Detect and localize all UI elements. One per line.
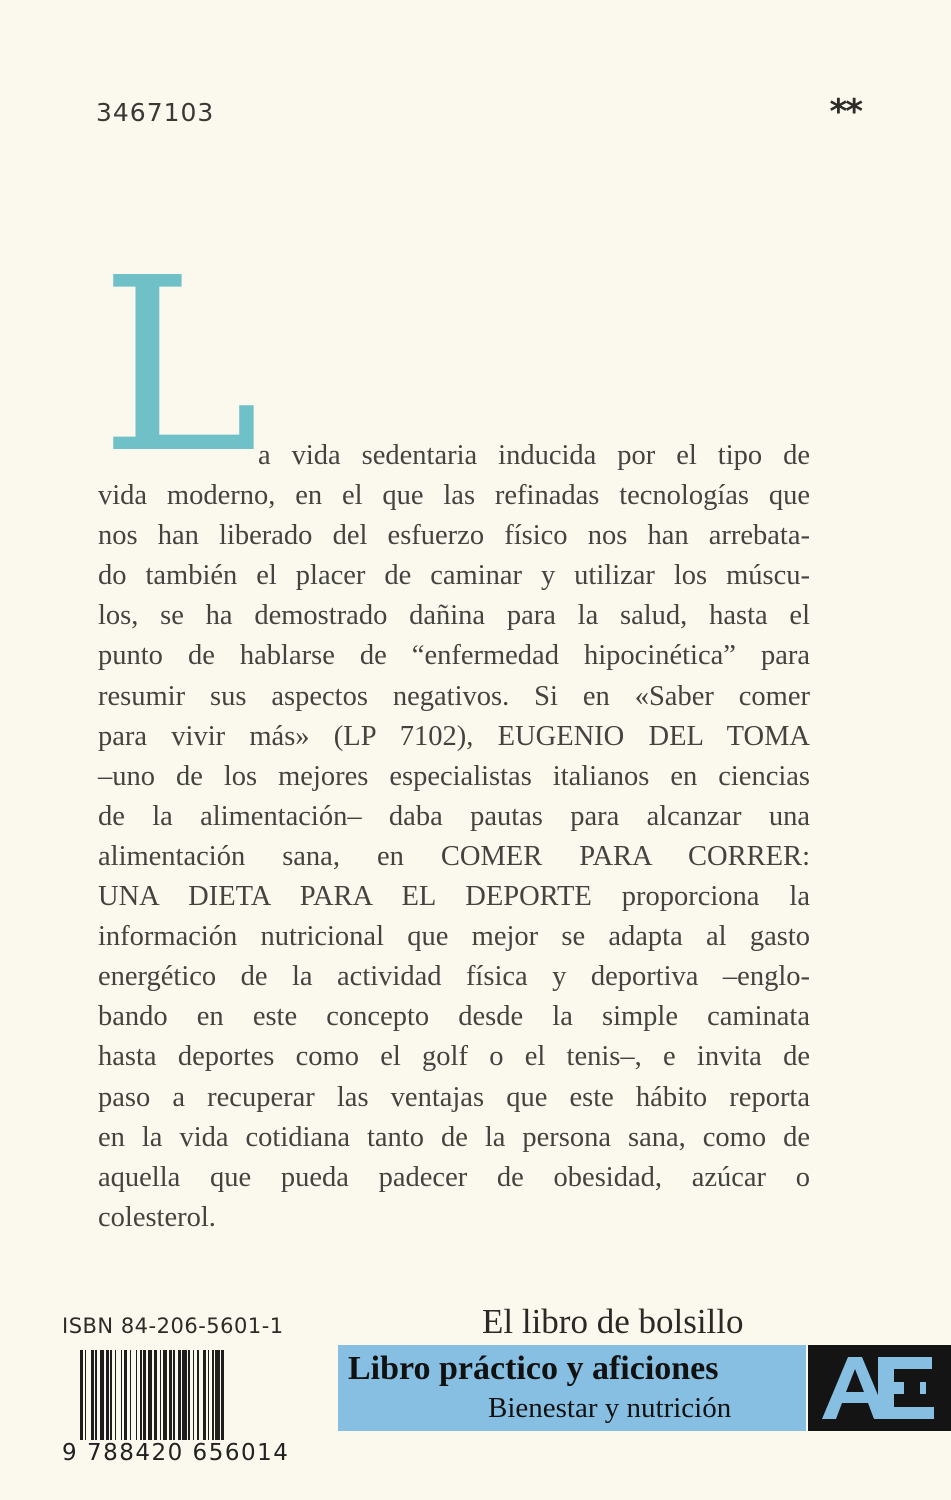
- blurb-line: energético de la actividad física y deportiva –englo-: [98, 961, 810, 993]
- barcode-bar: [224, 1350, 226, 1440]
- ean-number: 9 788420 656014: [62, 1440, 290, 1466]
- catalog-number: 3467103: [96, 98, 215, 127]
- blurb-line: los, se ha demostrado dañina para la salud, hasta el: [98, 600, 810, 632]
- drop-cap: L: [100, 226, 260, 506]
- blurb-line: hasta deportes como el golf o el tenis–, e invita de: [98, 1041, 810, 1073]
- blurb-line: vida moderno, en el que las refinadas tecnologías que: [98, 480, 810, 512]
- blurb-line: en la vida cotidiana tanto de la persona sana, como de: [98, 1121, 810, 1153]
- blurb-line: de la alimentación– daba pautas para alcanzar una: [98, 800, 810, 832]
- blurb-line: para vivir más» (LP 7102), EUGENIO DEL TOMA: [98, 720, 810, 752]
- blurb-line: nos han liberado del esfuerzo físico nos han arrebata-: [98, 520, 810, 552]
- barcode: [80, 1350, 304, 1440]
- blurb-line: a vida sedentaria inducida por el tipo de: [258, 440, 810, 471]
- price-stars: **: [829, 92, 861, 132]
- blurb-line: alimentación sana, en COMER PARA CORRER:: [98, 840, 810, 872]
- blurb-line: colesterol.: [98, 1201, 216, 1233]
- blurb-line: –uno de los mejores especialistas italianos en ciencias: [98, 760, 810, 792]
- blurb-line: bando en este concepto desde la simple caminata: [98, 1001, 810, 1033]
- isbn-label: ISBN 84-206-5601-1: [62, 1314, 284, 1338]
- blurb-line: resumir sus aspectos negativos. Si en «Saber comer: [98, 680, 810, 712]
- publisher-logo-icon: [808, 1345, 951, 1431]
- series-subtitle: Bienestar y nutrición: [488, 1392, 732, 1424]
- blurb-line: aquella que pueda padecer de obesidad, azúcar o: [98, 1161, 810, 1193]
- blurb-line: paso a recuperar las ventajas que este hábito reporta: [98, 1081, 810, 1113]
- series-title: Libro práctico y aficiones: [348, 1350, 719, 1387]
- blurb-line: do también el placer de caminar y utilizar los múscu-: [98, 560, 810, 592]
- blurb-line: información nutricional que mejor se adapta al gasto: [98, 921, 810, 953]
- back-cover-blurb: [98, 436, 810, 1238]
- blurb-line: punto de hablarse de “enfermedad hipocinética” para: [98, 640, 810, 672]
- alianza-logo-icon: [808, 1345, 951, 1431]
- collection-name: El libro de bolsillo: [482, 1302, 744, 1341]
- blurb-line: UNA DIETA PARA EL DEPORTE proporciona la: [98, 881, 810, 913]
